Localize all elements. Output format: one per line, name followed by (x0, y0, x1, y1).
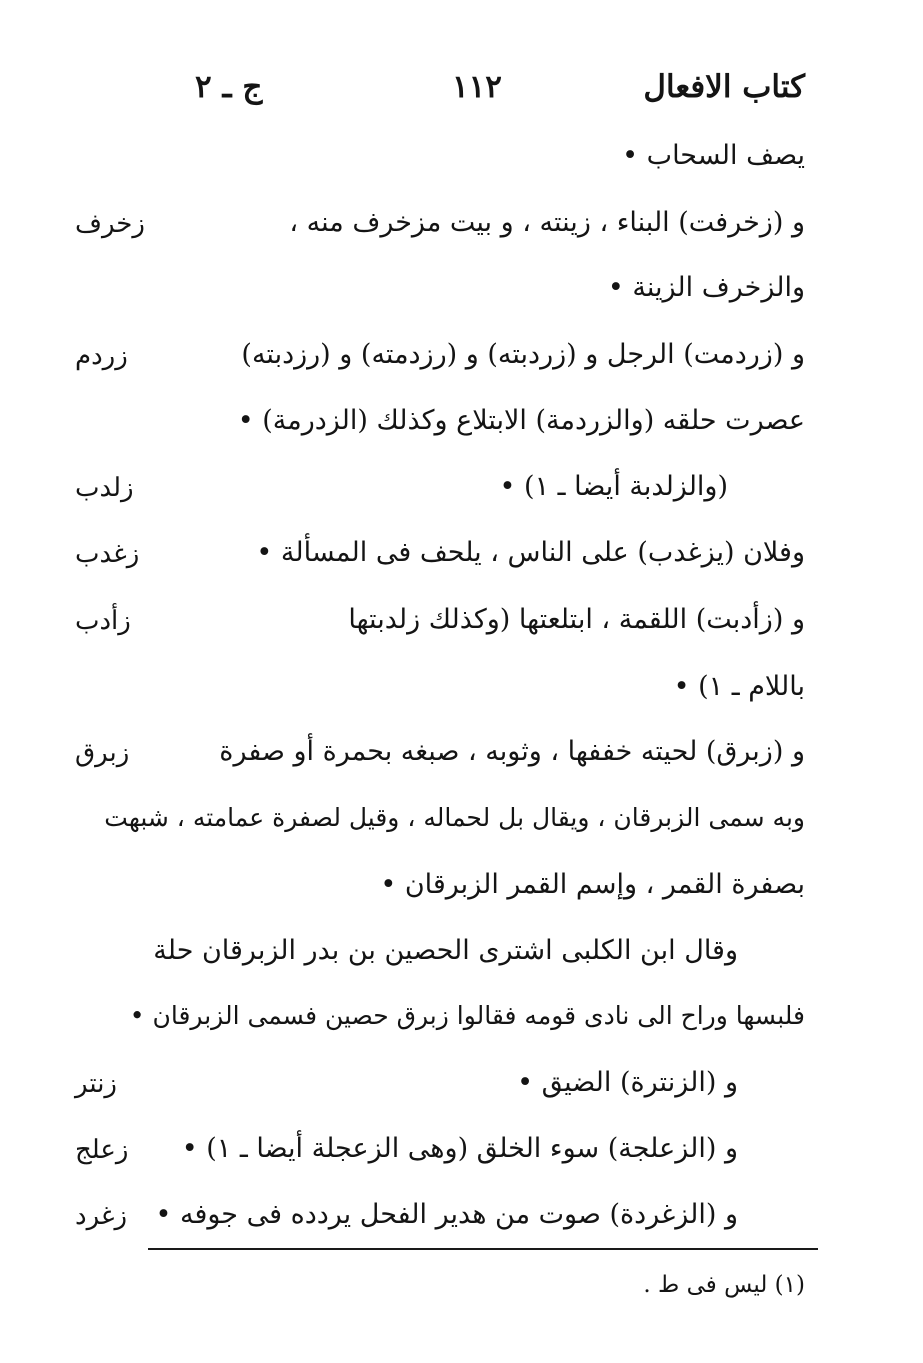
page-number: ١١٢ (452, 69, 502, 105)
text-line: يصف السحاب • (622, 140, 805, 171)
text-line: والزخرف الزينة • (607, 272, 805, 303)
text-line: (والزلدبة أيضا ـ ١) • (499, 471, 728, 502)
text-line: وبه سمى الزبرقان ، ويقال بل لحماله ، وقيل لصفرة عمامته ، شبهت (104, 803, 805, 832)
text-line: بصفرة القمر ، وإسم القمر الزبرقان • (380, 869, 805, 900)
book-title: كتاب الافعال (643, 69, 805, 105)
text-line: و (الزغردة) صوت من هدير الفحل يردده فى جوفه • (155, 1199, 738, 1230)
text-line: عصرت حلقه (والزردمة) الابتلاع وكذلك (الزدرمة) • (237, 405, 805, 436)
margin-keyword: زلدب (75, 473, 134, 503)
text-line: و (زأدبت) اللقمة ، ابتلعتها (وكذلك زلدبتها (348, 604, 805, 635)
text-line: و (زردمت) الرجل و (زردبته) و (رزدمته) و (رزدبته) (241, 339, 805, 370)
margin-keyword: زغرد (75, 1201, 128, 1231)
footnote: (١) ليس فى ط . (643, 1272, 805, 1298)
text-line: و (زخرفت) البناء ، زينته ، و بيت مزخرف منه ، (289, 207, 805, 238)
text-line: باللام ـ ١) • (673, 671, 805, 702)
footnote-divider (148, 1248, 818, 1250)
text-line: وقال ابن الكلبى اشترى الحصين بن بدر الزبرقان حلة (153, 935, 738, 966)
margin-keyword: زعلج (75, 1135, 129, 1165)
margin-keyword: زنتر (75, 1069, 117, 1099)
text-line: و (الزعلجة) سوء الخلق (وهى الزعجلة أيضا ـ ١) • (181, 1133, 738, 1164)
margin-keyword: زردم (75, 341, 128, 371)
margin-keyword: زخرف (75, 209, 145, 239)
text-line: وفلان (يزغدب) على الناس ، يلحف فى المسألة • (256, 537, 805, 568)
text-line: فلبسها وراح الى نادى قومه فقالوا زبرق حصين فسمى الزبرقان • (129, 1001, 805, 1030)
text-line: و (زبرق) لحيته خففها ، وثوبه ، صبغه بحمرة أو صفرة (219, 736, 805, 767)
margin-keyword: زبرق (75, 738, 130, 768)
margin-keyword: زأدب (75, 606, 131, 636)
text-line: و (الزنترة) الضيق • (517, 1067, 738, 1098)
margin-keyword: زغدب (75, 539, 140, 569)
volume-label: ج ـ ٢ (195, 69, 263, 105)
